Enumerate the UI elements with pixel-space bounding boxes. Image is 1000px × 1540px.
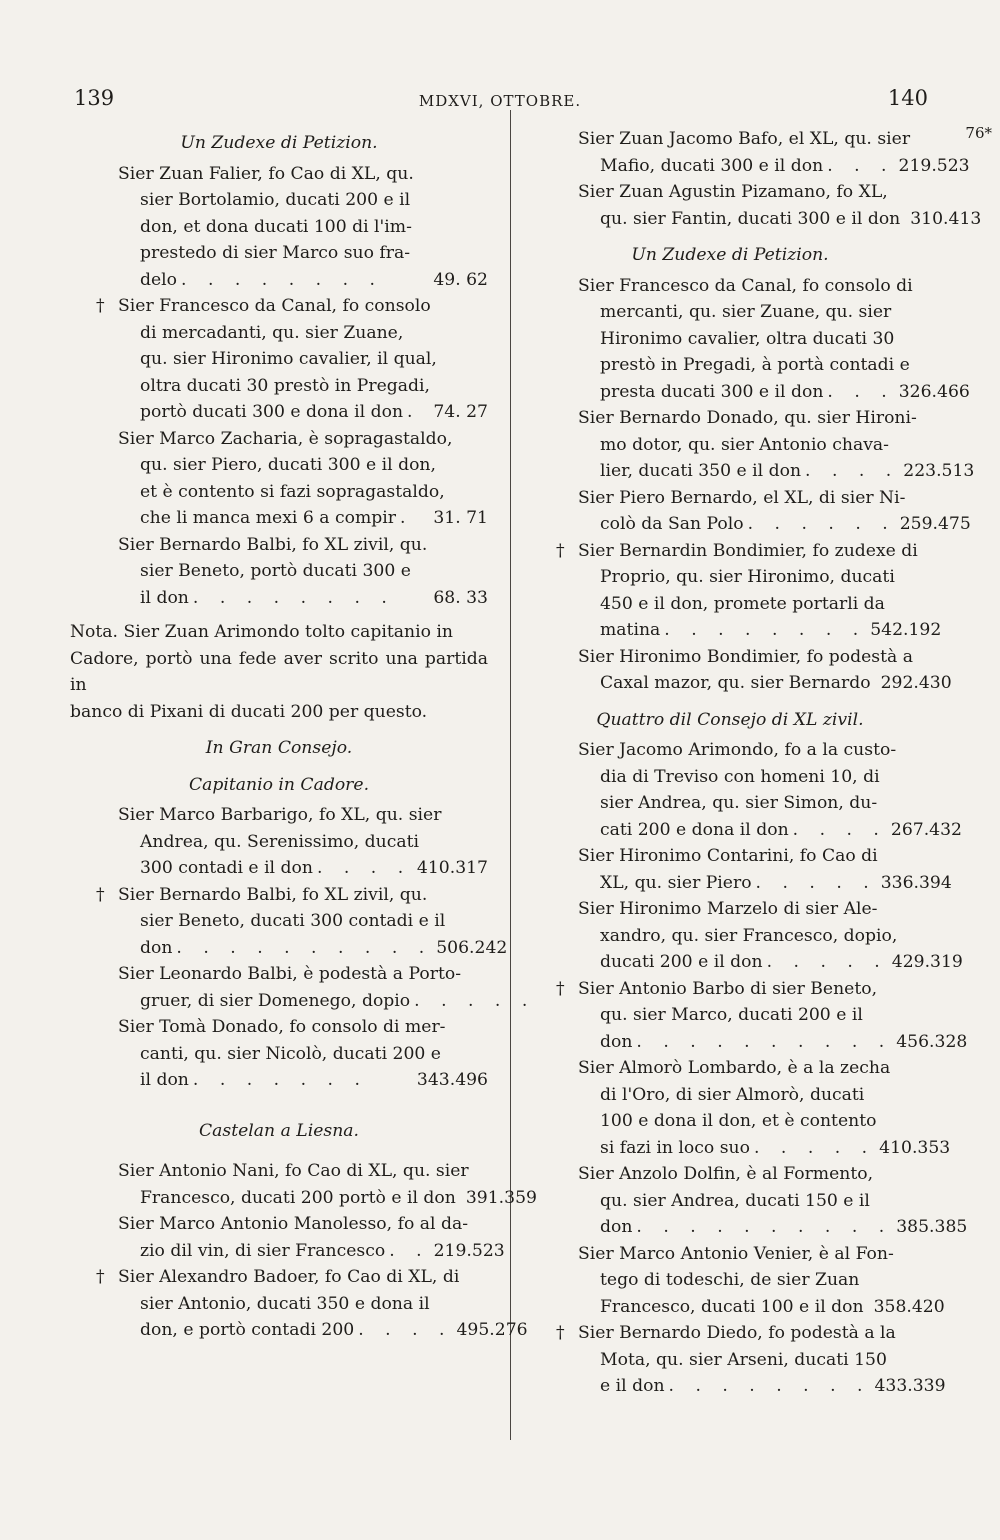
entry-value: 310.413 <box>910 208 982 229</box>
entry-value: 336.394 <box>880 872 952 893</box>
entry-line: sier Andrea, qu. sier Simon, du- <box>600 793 878 813</box>
entry-value: 456.328 <box>896 1031 968 1052</box>
entry-line: tego di todeschi, de sier Zuan <box>600 1270 860 1290</box>
entry-value: 433.339 <box>874 1376 946 1396</box>
entry-right-e7 <box>530 644 952 697</box>
entry-last-line <box>122 505 488 532</box>
entry-last-text: 300 contadi e il don <box>140 858 313 878</box>
left-page-number: 139 <box>74 86 115 110</box>
entry-line: Sier Almorò Lombardo, è a la zecha <box>578 1058 891 1078</box>
dagger-mark: † <box>556 978 565 999</box>
entry-last-text: delo <box>140 269 178 290</box>
entry-last-line <box>122 1185 537 1212</box>
entry-line: qu. sier Andrea, ducati 150 e il <box>600 1190 870 1211</box>
entry-line: sier Beneto, portò ducati 300 e <box>140 561 411 581</box>
leader-dots: . <box>407 402 421 422</box>
entry-line: qu. sier Marco, ducati 200 e il <box>600 1005 863 1025</box>
leader-dots: . . . <box>827 155 895 176</box>
entry-line: prestedo di sier Marco suo fra- <box>140 243 411 263</box>
entry-right-e2 <box>530 179 982 232</box>
entry-last-line <box>582 949 963 976</box>
entry-line: canti, qu. sier Nicolò, ducati 200 e <box>140 1043 441 1064</box>
entry-value: 542.192 <box>870 620 942 640</box>
entry-line: Sier Bernardo Diedo, fo podestà a la <box>578 1323 896 1343</box>
entry-value: 219.523 <box>898 155 970 176</box>
entry-last-text: portò ducati 300 e dona il don <box>140 402 404 422</box>
entry-last-line <box>122 1238 505 1265</box>
entry-last-text: e il don <box>600 1376 665 1396</box>
entry-line: sier Beneto, ducati 300 contadi e il <box>140 911 446 931</box>
entry-right-e8 <box>530 737 962 843</box>
entry-right-e1 <box>530 126 970 179</box>
entry-line: qu. sier Hironimo cavalier, il qual, <box>140 349 437 369</box>
entry-left-e8 <box>70 1014 488 1094</box>
entry-line: dia di Treviso con homeni 10, di <box>600 766 880 787</box>
entry-left-e9 <box>70 1158 537 1211</box>
entry-line: 450 e il don, promete portarli da <box>600 593 885 614</box>
entry-last-text: gruer, di sier Domenego, dopio <box>140 990 411 1011</box>
section-heading: Un Zudexe di Petizion. <box>631 245 829 265</box>
entry-last-text: don, e portò contadi 200 <box>140 1320 355 1340</box>
entry-line: Sier Francesco da Canal, fo consolo <box>118 296 431 316</box>
entry-last-text: colò da San Polo <box>600 514 744 534</box>
spacer <box>70 1148 488 1158</box>
entry-value: 495.276 <box>456 1320 528 1340</box>
entry-line: Sier Piero Bernardo, el XL, di sier Ni- <box>578 487 906 508</box>
entry-value: 410.317 <box>416 858 488 878</box>
section-heading: In Gran Consejo. <box>205 738 353 758</box>
leader-dots: . . . . . . . . <box>664 620 867 640</box>
entry-line: Sier Hironimo Bondimier, fo podestà a <box>578 646 913 667</box>
entry-line: Proprio, qu. sier Hironimo, ducati <box>600 567 895 587</box>
running-title: MDXVI, OTTOBRE. <box>418 92 582 110</box>
leader-dots: . <box>399 508 414 528</box>
entry-last-line <box>582 1214 968 1241</box>
entry-line: Sier Hironimo Marzelo di sier Ale- <box>578 899 878 919</box>
entry-last-line <box>582 1135 951 1162</box>
entry-last-text: Mafio, ducati 300 e il don <box>600 155 824 176</box>
leader-dots: . . . . . . . . . . <box>636 1217 893 1237</box>
entry-left-e2 <box>70 293 488 426</box>
entry-last-line <box>122 585 488 612</box>
entry-last-line <box>122 1067 488 1094</box>
entry-line: Hironimo cavalier, oltra ducati 30 <box>600 328 895 349</box>
entry-last-line <box>122 399 488 426</box>
entry-line: sier Antonio, ducati 350 e dona il <box>140 1293 430 1314</box>
entry-value: 68. 33 <box>433 587 488 608</box>
entry-line: Mota, qu. sier Arseni, ducati 150 <box>600 1349 887 1370</box>
entry-last-line <box>582 670 952 697</box>
leader-dots: . . . . . <box>753 1137 876 1158</box>
entry-line: Sier Hironimo Contarini, fo Cao di <box>578 846 878 866</box>
entry-line: xandro, qu. sier Francesco, dopio, <box>600 925 898 946</box>
entry-last-text: don <box>600 1217 633 1237</box>
entry-last-line <box>582 379 970 406</box>
entry-line: Sier Marco Barbarigo, fo XL, qu. sier <box>118 805 442 825</box>
entry-right-e10 <box>530 896 963 976</box>
nota-paragraph <box>70 619 488 725</box>
entry-line: Sier Antonio Nani, fo Cao di XL, qu. sier <box>118 1161 469 1181</box>
entry-last-line <box>582 511 971 538</box>
entry-last-text: che li manca mexi 6 a compir <box>140 508 396 528</box>
entry-left-e11 <box>70 1264 528 1344</box>
entry-line: Sier Bernardo Balbi, fo XL zivil, qu. <box>118 884 428 905</box>
entry-line: prestò in Pregadi, à portà contadi e <box>600 355 910 375</box>
section-heading: Quattro dil Consejo di XL zivil. <box>596 709 864 730</box>
entry-last-text: cati 200 e dona il don <box>600 819 789 840</box>
leader-dots: . . <box>389 1240 430 1261</box>
leader-dots: . . . . . . . . <box>192 587 395 608</box>
leader-dots: . . . . . <box>766 952 888 972</box>
entry-line: Sier Bernardo Balbi, fo XL zivil, qu. <box>118 534 428 555</box>
entry-last-line <box>122 267 488 294</box>
entry-value: 219.523 <box>433 1240 505 1261</box>
entry-value: 49. 62 <box>433 269 488 290</box>
section-heading: Un Zudexe di Petizion. <box>180 133 378 153</box>
entry-left-e1 <box>70 161 488 294</box>
entry-line: Sier Marco Zacharia, è sopragastaldo, <box>118 428 453 449</box>
entry-right-e11 <box>530 976 968 1056</box>
nota-line: Nota. Sier Zuan Arimondo tolto capitanio in <box>70 622 453 642</box>
section-heading: Castelan a Liesna. <box>199 1120 359 1141</box>
entry-last-text: Caxal mazor, qu. sier Bernardo <box>600 673 871 693</box>
entry-left-e3 <box>70 426 488 532</box>
entry-value: 343.496 <box>416 1070 488 1090</box>
right-page-number: 140 <box>887 86 928 110</box>
entry-value: 391.359 <box>465 1187 537 1208</box>
entry-last-line <box>582 206 982 233</box>
entry-last-text: zio dil vin, di sier Francesco <box>140 1240 386 1261</box>
entry-line: Sier Marco Antonio Manolesso, fo al da- <box>118 1214 469 1234</box>
entry-line: Sier Anzolo Dolfin, è al Formento, <box>578 1164 874 1184</box>
entry-line: Sier Jacomo Arimondo, fo a la custo- <box>578 740 897 760</box>
entry-line: et è contento si fazi sopragastaldo, <box>140 481 445 502</box>
entry-value: 385.385 <box>896 1217 968 1237</box>
entry-value: 223.513 <box>903 461 975 481</box>
entry-last-line <box>122 935 508 962</box>
entry-last-text: ducati 200 e il don <box>600 952 763 972</box>
entry-value: 410.353 <box>879 1137 951 1158</box>
entry-line: Sier Leonardo Balbi, è podestà a Porto- <box>118 964 462 984</box>
leader-dots: . . . . . <box>755 872 877 893</box>
margin-note: 76* <box>965 124 992 142</box>
entry-last-text: qu. sier Fantin, ducati 300 e il don <box>600 208 901 229</box>
entry-line: qu. sier Piero, ducati 300 e il don, <box>140 455 436 475</box>
entry-left-e7 <box>70 961 536 1014</box>
leader-dots: . . . . . . . . . . <box>636 1031 893 1052</box>
entry-value: 31. 71 <box>433 508 488 528</box>
entry-line: Sier Bernardo Donado, qu. sier Hironi- <box>578 408 917 428</box>
entry-last-line <box>582 1373 946 1400</box>
nota-line: banco di Pixani di ducati 200 per questo. <box>70 701 428 722</box>
nota-line: Cadore, portò una fede aver scrito una partida in <box>70 648 488 695</box>
entry-last-text: lier, ducati 350 e il don <box>600 461 802 481</box>
entry-line: 100 e dona il don, et è contento <box>600 1111 877 1131</box>
entry-last-text: Francesco, ducati 100 e il don <box>600 1296 864 1317</box>
entry-last-text: Francesco, ducati 200 portò e il don <box>140 1187 456 1208</box>
entry-line: di mercadanti, qu. sier Zuane, <box>140 322 404 343</box>
column-divider <box>510 110 511 1440</box>
entry-value: 506.242 <box>436 937 508 958</box>
entry-line: mercanti, qu. sier Zuane, qu. sier <box>600 302 892 322</box>
entry-line: mo dotor, qu. sier Antonio chava- <box>600 434 889 455</box>
entry-value: 267.432 <box>890 819 962 840</box>
entry-line: Sier Francesco da Canal, fo consolo di <box>578 275 913 296</box>
entry-line: Sier Zuan Agustin Pizamano, fo XL, <box>578 182 888 202</box>
dagger-mark: † <box>556 540 565 561</box>
entry-last-text: il don <box>140 1070 189 1090</box>
leader-dots: . . . . <box>792 819 887 840</box>
leader-dots: . . . <box>827 381 895 402</box>
entry-right-e5 <box>530 485 971 538</box>
leader-dots: . . . . . . . . . . <box>176 937 433 958</box>
entry-last-text: si fazi in loco suo <box>600 1137 750 1158</box>
entry-left-e4 <box>70 532 488 612</box>
entry-line: Sier Antonio Barbo di sier Beneto, <box>578 978 878 999</box>
leader-dots: . . . . <box>316 858 412 878</box>
dagger-mark: † <box>96 296 105 316</box>
entry-last-text: presta ducati 300 e il don <box>600 381 824 402</box>
entry-right-e4 <box>530 405 975 485</box>
entry-line: don, et dona ducati 100 di l'im- <box>140 216 412 237</box>
entry-value: 358.420 <box>873 1296 945 1317</box>
entry-last-line <box>582 153 970 180</box>
entry-value: 74. 27 <box>433 402 488 422</box>
section-heading: Capitanio in Cadore. <box>188 774 370 795</box>
entry-right-e9 <box>530 843 952 896</box>
entry-last-text: don <box>600 1031 633 1052</box>
entry-last-line <box>122 1317 528 1344</box>
leader-dots: . . . . <box>805 461 900 481</box>
leader-dots: . . . . <box>358 1320 453 1340</box>
entry-last-line <box>582 617 942 644</box>
entry-value: 326.466 <box>898 381 970 402</box>
entry-value: 292.430 <box>880 673 952 693</box>
entry-line: Sier Bernardin Bondimier, fo zudexe di <box>578 540 918 561</box>
dagger-mark: † <box>96 1267 105 1287</box>
entry-last-line <box>122 855 488 882</box>
entry-last-text: il don <box>140 587 189 608</box>
entry-last-text: don <box>140 937 173 958</box>
entry-value: 259.475 <box>899 514 971 534</box>
entry-left-e5 <box>70 802 488 882</box>
entry-line: Sier Marco Antonio Venier, è al Fon- <box>578 1243 894 1264</box>
dagger-mark: † <box>96 884 105 905</box>
entry-last-line <box>582 817 962 844</box>
entry-right-e13 <box>530 1161 968 1241</box>
entry-left-e10 <box>70 1211 505 1264</box>
entry-line: oltra ducati 30 prestò in Pregadi, <box>140 375 430 396</box>
entry-last-line <box>122 988 536 1015</box>
entry-last-line <box>582 870 952 897</box>
entry-last-line <box>582 458 975 485</box>
entry-last-text: XL, qu. sier Piero <box>600 872 752 893</box>
entry-line: Andrea, qu. Serenissimo, ducati <box>140 831 420 852</box>
entry-left-e6 <box>70 882 508 962</box>
entry-line: Sier Zuan Jacomo Bafo, el XL, qu. sier <box>578 129 911 149</box>
entry-line: Sier Zuan Falier, fo Cao di XL, qu. <box>118 163 414 184</box>
dagger-mark: † <box>556 1323 565 1343</box>
entry-right-e15 <box>530 1320 946 1400</box>
leader-dots: . . . . . <box>414 990 536 1011</box>
entry-last-text: matina <box>600 620 661 640</box>
leader-dots: . . . . . . . . <box>668 1376 871 1396</box>
entry-right-e3 <box>530 273 970 406</box>
leader-dots: . . . . . . . <box>192 1070 368 1090</box>
leader-dots: . . . . . . . . <box>181 269 383 290</box>
entry-value: 429.319 <box>891 952 963 972</box>
entry-line: Sier Alexandro Badoer, fo Cao di XL, di <box>118 1267 460 1287</box>
left-column <box>70 126 537 1344</box>
entry-line: sier Bortolamio, ducati 200 e il <box>140 190 411 210</box>
entry-right-e14 <box>530 1241 945 1321</box>
entry-line: di l'Oro, di sier Almorò, ducati <box>600 1084 865 1105</box>
spacer <box>70 1094 488 1108</box>
entry-last-line <box>582 1029 968 1056</box>
entry-right-e12 <box>530 1055 951 1161</box>
entry-line: Sier Tomà Donado, fo consolo di mer- <box>118 1017 446 1037</box>
entry-right-e6 <box>530 538 942 644</box>
entry-last-line <box>582 1294 945 1321</box>
leader-dots: . . . . . . <box>747 514 896 534</box>
